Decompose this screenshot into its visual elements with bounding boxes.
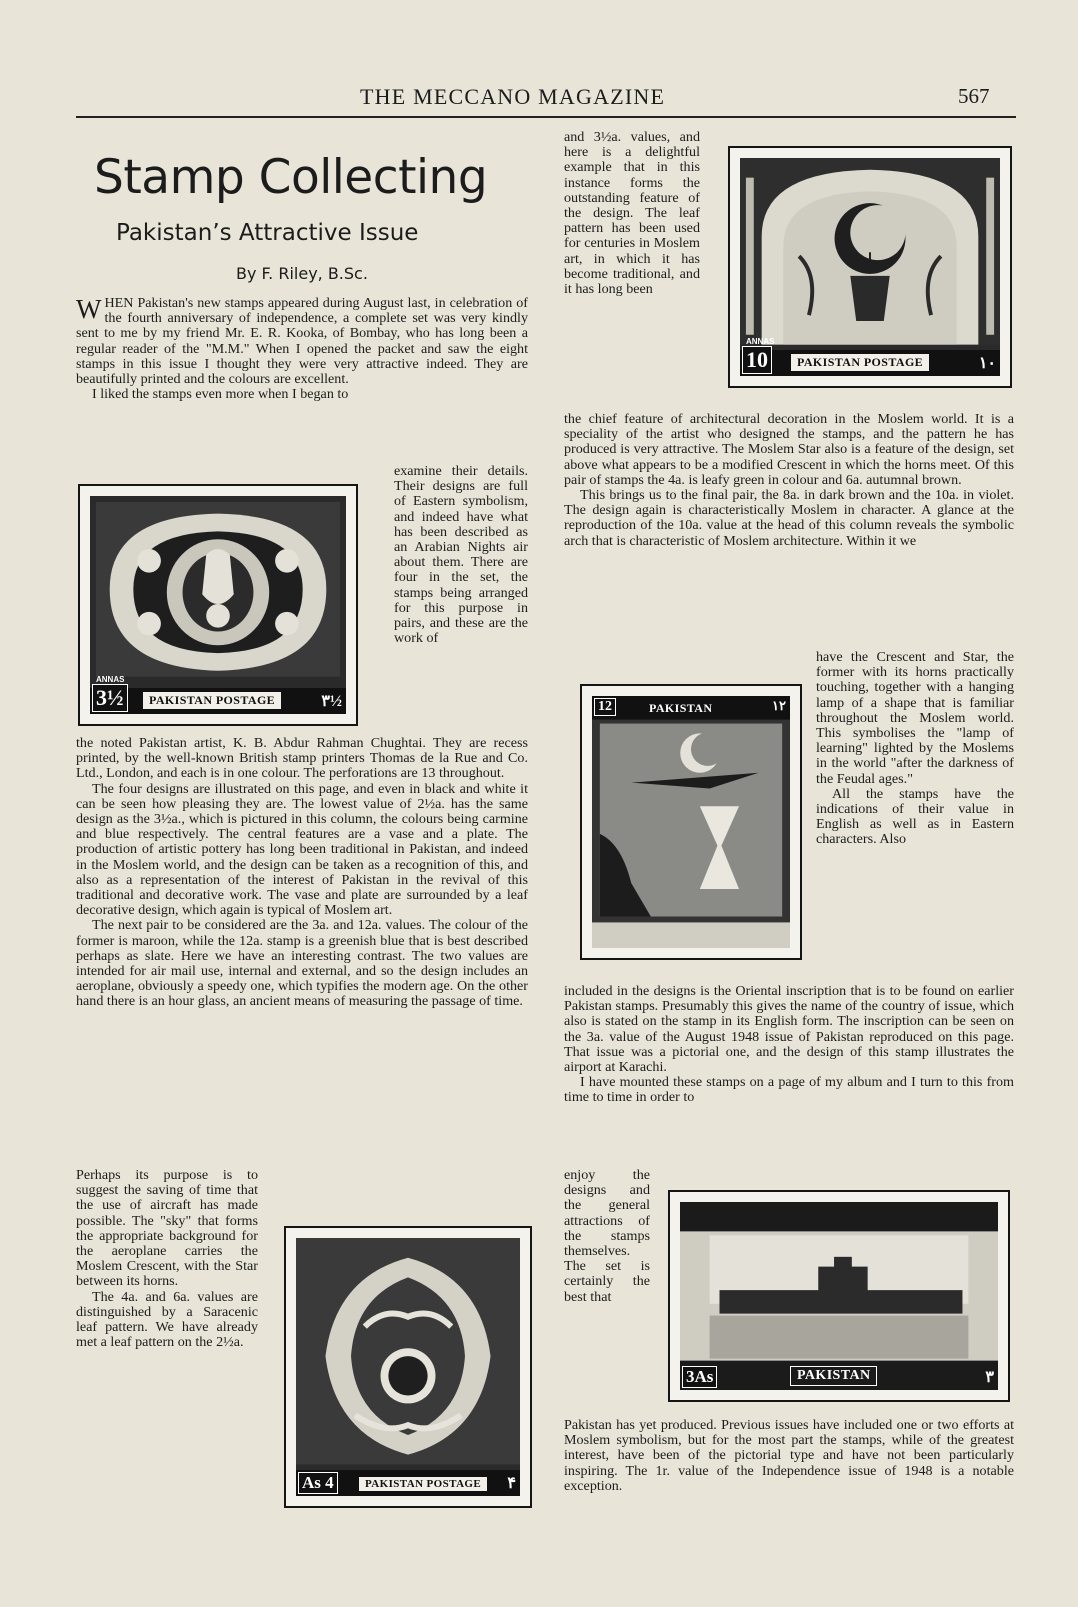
drop-cap: W — [76, 294, 102, 324]
stamp-value: 3As — [682, 1366, 717, 1388]
stamp-3-annas-airport — [668, 1190, 1010, 1402]
article-byline: By F. Riley, B.Sc. — [236, 264, 368, 283]
magazine-title: THE MECCANO MAGAZINE — [360, 84, 666, 109]
paragraph: The four designs are illustrated on this page, and even in black and white it can be seen how pleasing they are. The lowest value of 2½a. has the same design as the 3½a., which is pictured in this column, the colours being carmine and blue respectively. The central features are a vase and a plate. The production of artistic pottery has long been traditional in Pakistan, and indeed in the Moslem world, and the design can be taken as a recognition of this, and also as a representation of the interest of Pakistan in the revival of this traditional and decorative work. The vase and plate are surrounded by a leaf decorative design, which again is typical of Moslem art. — [76, 780, 528, 919]
stamp-value: 3½ — [92, 684, 128, 712]
stamp-country-name: PAKISTAN POSTAGE — [142, 691, 282, 710]
paragraph: Pakistan has yet produced. Previous issues have included one or two efforts at Moslem symbolism, but for the most part the stamps, while of the greatest interest, have been of the pictorial type and have not been particularly inspiring. The 1r. value of the Independence issue of 1948 is a notable exception. — [564, 1417, 1014, 1494]
paragraph: included in the designs is the Oriental inscription that is to be found on earlier Pakistan stamps. Presumably this gives the name of the country of issue, which also is stated on the stamp in its English form. The inscription can be seen on the 3a. value of the August 1948 issue of Pakistan reproduced on this page. That issue was a pictorial one, and the design of this stamp illustrates the airport at Karachi. — [564, 983, 1014, 1076]
col2-text-2 — [564, 984, 1014, 1106]
col1-text-1 — [76, 296, 528, 402]
col1-wrap-text-1 — [394, 464, 528, 646]
col2-wrap-text-3 — [564, 1168, 650, 1305]
stamp-value: 12 — [594, 698, 616, 716]
stamp-annas-label: ANNAS — [96, 675, 125, 684]
stamp-4-annas — [284, 1226, 532, 1508]
paragraph: I have mounted these stamps on a page of my album and I turn to this from time to time in order to — [564, 1074, 1014, 1106]
col1-wrap-text-2 — [76, 1168, 258, 1350]
stamp-urdu-value: ۱۲ — [772, 698, 786, 713]
stamp-10-annas — [728, 146, 1012, 388]
intro-paragraph — [76, 296, 528, 387]
paragraph: The 4a. and 6a. values are distinguished by a Saracenic leaf pattern. We have already met a leaf pattern on the 2½a. — [76, 1288, 258, 1351]
stamp-image — [740, 158, 1000, 376]
stamp-urdu-value: ۱۰ — [978, 355, 996, 372]
paragraph-2-start: I liked the stamps even more when I began to — [92, 386, 349, 403]
stamp-country-name: PAKISTAN POSTAGE — [790, 353, 930, 372]
page-number: 567 — [958, 84, 990, 108]
paragraph: have the Crescent and Star, the former with its horns practically touching, together with a hanging lamp of a shape that is familiar throughout the Moslem world. This symbolises the "lamp of learning" lighted by the Moslems in the world "after the darkness of the Feudal ages." — [816, 649, 1014, 787]
intro-text: HEN Pakistan's new stamps appeared during August last, in celebration of the fourth anniversary of independence, a complete set was very kindly sent to me by my friend Mr. E. R. Kooka, of Bombay, who has long been a regular reader of the "M.M." When I opened the packet and saw the eight stamps in this issue I thought they were very attractive indeed. They are beautifully printed and the colours are excellent. — [76, 295, 528, 388]
stamp-image — [680, 1202, 998, 1390]
paragraph: enjoy the designs and the general attractions of the stamps themselves. The set is certainly the best that — [564, 1167, 650, 1305]
paragraph: and 3½a. values, and here is a delightful example that in this instance forms the outstanding feature of the design. The leaf pattern has been used for centuries in Moslem art, in which it has become traditional, and it has long been — [564, 129, 700, 298]
stamp-image — [296, 1238, 520, 1496]
article-title: Stamp Collecting — [94, 150, 488, 205]
stamp-country-name: PAKISTAN — [642, 699, 719, 718]
paragraph: All the stamps have the indications of their value in English as well as in Eastern characters. Also — [816, 785, 1014, 848]
article-subtitle: Pakistan’s Attractive Issue — [116, 220, 419, 246]
stamp-12-annas — [580, 684, 802, 960]
paragraph: The next pair to be considered are the 3a. and 12a. values. The colour of the former is maroon, while the 12a. stamp is a greenish blue that is best described perhaps as slate. Here we have an interesting contrast. The two values are intended for air mail use, internal and external, and so the design includes an aeroplane, obviously a speedy one, which typifies the modern age. On the other hand there is an hour glass, an ancient means of measuring the passage of time. — [76, 917, 528, 1010]
col2-text-1 — [564, 412, 1014, 549]
stamp-image — [592, 696, 790, 948]
paragraph: Perhaps its purpose is to suggest the saving of time that the use of aircraft has made possible. The "sky" that forms the appropriate background for the aeroplane carries the Moslem Crescent, with the Star between its horns. — [76, 1167, 258, 1290]
stamp-value: As 4 — [298, 1472, 338, 1494]
col1-text-2 — [76, 736, 528, 1010]
stamp-value: 10 — [742, 346, 772, 374]
col2-wrap-text-1 — [564, 130, 700, 297]
stamp-country-name: PAKISTAN POSTAGE — [358, 1476, 488, 1492]
col2-wrap-text-2 — [816, 650, 1014, 848]
stamp-urdu-value: ۴ — [507, 1475, 516, 1492]
paragraph: the chief feature of architectural decoration in the Moslem world. It is a speciality of the artist who designed the stamps, and the pattern he has produced is very attractive. The Moslem Star also is a feature of the design, set above what appears to be a modified Crescent in which the horns meet. Of this pair of stamps the 4a. is leafy green in colour and 6a. autumnal brown. — [564, 411, 1014, 488]
header-rule — [76, 116, 1016, 118]
stamp-country-name: PAKISTAN — [790, 1366, 877, 1386]
stamp-3-half-annas — [78, 484, 358, 726]
wrap-text: examine their details. Their designs are full of Eastern symbolism, and indeed have what has been described as an Arabian Nights air about them. There are four in the set, the stamps being arranged for this purpose in pairs, and these are the work of — [394, 463, 528, 647]
stamp-annas-label: ANNAS — [746, 337, 775, 346]
stamp-image — [90, 496, 346, 714]
stamp-urdu-value: ۳½ — [321, 693, 342, 710]
stamp-urdu-value: ۳ — [985, 1369, 994, 1386]
col2-text-3 — [564, 1418, 1014, 1494]
paragraph: the noted Pakistan artist, K. B. Abdur Rahman Chughtai. They are recess printed, by the well-known British stamp printers Thomas de la Rue and Co. Ltd., London, and each is in one colour. The perforations are 13 throughout. — [76, 735, 528, 782]
paragraph: This brings us to the final pair, the 8a. in dark brown and the 10a. in violet. The design again is characteristically Moslem in character. A glance at the reproduction of the 10a. value at the head of this column reveals the symbolic arch that is characteristic of Moslem architecture. Within it we — [564, 487, 1014, 549]
